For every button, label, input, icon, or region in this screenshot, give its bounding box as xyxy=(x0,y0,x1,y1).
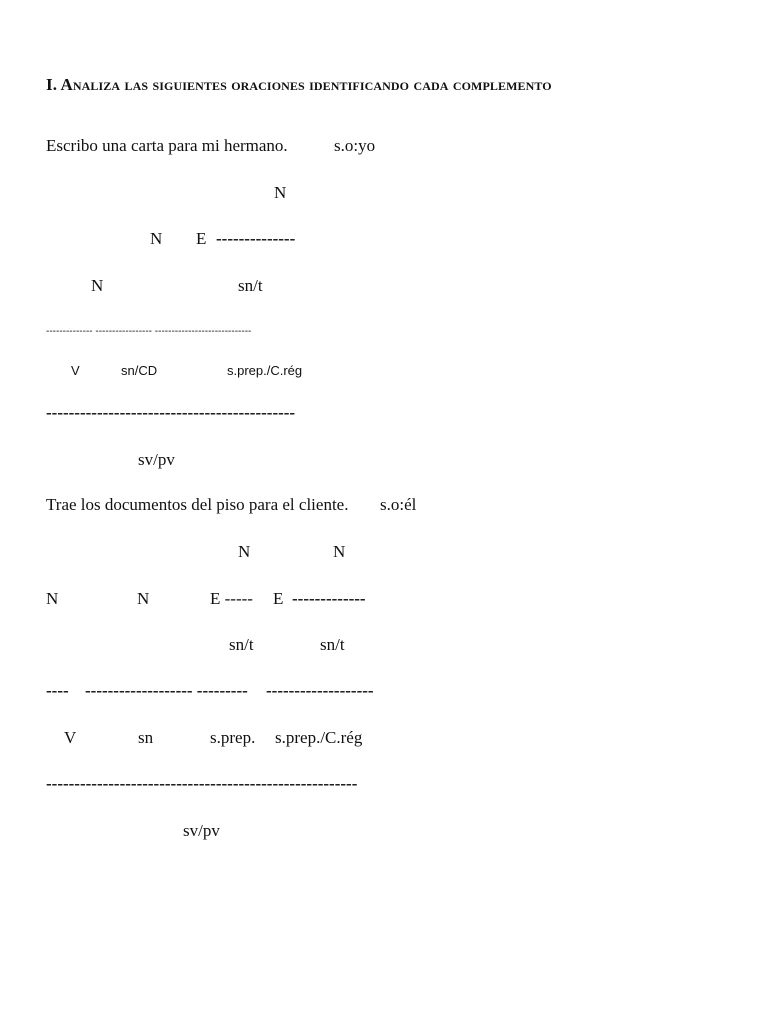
s2-dashes-a: ---- xyxy=(46,681,69,700)
s1-regime-complement: s.prep./C.rég xyxy=(227,363,303,378)
s1-nucleus-low: N xyxy=(91,276,104,295)
s2-nucleus-b: N xyxy=(333,542,346,561)
s1-verb: V xyxy=(71,363,80,378)
sentence-1-subject: s.o:yo xyxy=(334,136,376,155)
s2-regime-complement: s.prep./C.rég xyxy=(275,728,363,747)
s2-noun-phrase: sn xyxy=(138,728,154,747)
s1-dashes-row: -------------- ----------------- ----------------------------- xyxy=(46,326,252,337)
s1-predicate: sv/pv xyxy=(138,450,175,469)
s2-term-a: sn/t xyxy=(229,635,254,654)
sentence-1-text: Escribo una carta para mi hermano. xyxy=(46,136,288,155)
s1-enlace-dashes: -------------- xyxy=(216,229,296,248)
s2-verb: V xyxy=(64,728,77,747)
s2-predicate: sv/pv xyxy=(183,821,220,840)
exercise-title: I. Analiza las siguientes oraciones identificando cada complemento xyxy=(46,75,552,94)
s1-long-dashes: -------------------------------------------- xyxy=(46,403,296,422)
s2-enlace-a: E ----- xyxy=(210,589,253,608)
s2-nucleus-d: N xyxy=(137,589,150,608)
sentence-2-subject: s.o:él xyxy=(380,495,417,514)
s2-enlace-b: E xyxy=(273,589,284,608)
s1-nucleus-mid: N xyxy=(150,229,163,248)
s1-direct-object: sn/CD xyxy=(121,363,158,378)
s2-dashes-c: ------------------- xyxy=(266,681,374,700)
s2-prep-phrase: s.prep. xyxy=(210,728,256,747)
s2-nucleus-c: N xyxy=(46,589,59,608)
s2-enlace-b-dashes: ------------- xyxy=(292,589,366,608)
s1-nucleus-top: N xyxy=(274,183,287,202)
s2-nucleus-a: N xyxy=(238,542,251,561)
s2-dashes-b: ------------------- --------- xyxy=(85,681,248,700)
s2-term-b: sn/t xyxy=(320,635,345,654)
s1-term: sn/t xyxy=(238,276,263,295)
s1-enlace: E xyxy=(196,229,207,248)
sentence-2-text: Trae los documentos del piso para el cliente. xyxy=(46,495,349,514)
s2-long-dashes: ------------------------------------------------------- xyxy=(46,774,358,793)
